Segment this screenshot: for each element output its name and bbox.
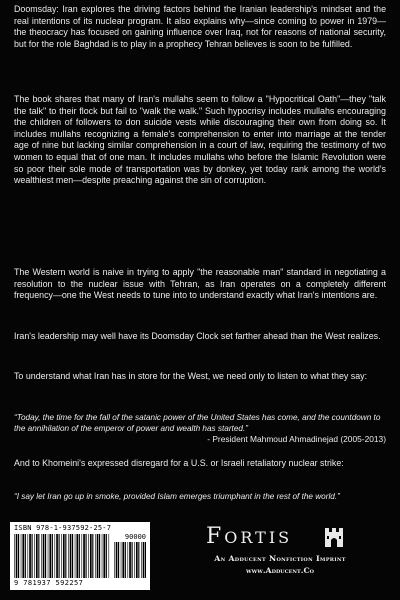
quote-attribution: - President Mahmoud Ahmadinejad (2005-2013) (207, 434, 386, 444)
price-code: 90000 (124, 533, 146, 541)
barcode-addon-bars (114, 542, 146, 578)
castle-tower-icon (322, 526, 346, 548)
description-paragraph-1: Doomsday: Iran explores the driving factors behind the Iranian leadership's mindset and the real intentions of its nuclear program. It also explains why—since coming to power in 1979—the theocracy has focused on gaining influence over Iraq, not for reasons of national security, but for the role Baghdad is to play in a prophecy Tehran believes is soon to be fulfilled. (14, 4, 386, 49)
publisher-block (190, 524, 390, 594)
isbn-barcode (10, 522, 150, 590)
logo-rest: ORTIS (224, 528, 293, 547)
publisher-logo (206, 524, 292, 549)
publisher-tagline: An Adducent Nonfiction Imprint (214, 554, 346, 563)
description-paragraph-2: The book shares that many of Iran's mullahs seem to follow a "Hypocritical Oath"—they "talk the talk" to their flock but fail to "walk the walk." Such hypocrisy includes mullahs encouraging the children of followers to don suicide vests while discouraging their own from doing so. It includes mullahs recognizing a female's comprehension to enter into marriage at the tender age of nine but lacking similar comprehension in a court of law, requiring the testimony of two women to equal that of one man. It includes mullahs who before the Islamic Revolution were so poor their sole mode of transportation was by donkey, yet today rank among the world's wealthiest men—despite preaching against the sin of corruption. (14, 94, 386, 186)
quote-ahmadinejad: “Today, the time for the fall of the satanic power of the United States has come, and the countdown to the annihilation of the emperor of power and wealth has started.” (14, 413, 381, 433)
ean-digits: 9 781937 592257 (14, 579, 84, 587)
isbn-label: ISBN 978-1-937592-25-7 (14, 524, 112, 532)
publisher-url: www.Adducent.Co (246, 566, 314, 575)
description-paragraph-4: Iran's leadership may well have its Doomsday Clock set farther ahead than the West realizes. (14, 331, 381, 341)
description-paragraph-3: The Western world is naive in trying to apply "the reasonable man" standard in negotiating a resolution to the nuclear issue with Tehran, as Iran operates on a completely different frequency—one the West needs to tune into to understand exactly what Iran's intentions are. (14, 267, 386, 301)
barcode-bars (14, 534, 110, 578)
quote-khomeini: “I say let Iran go up in smoke, provided Islam emerges triumphant in the rest of the world.” (14, 492, 340, 501)
description-paragraph-5: To understand what Iran has in store for the West, we need only to listen to what they say: (14, 371, 368, 381)
logo-first-letter: F (206, 524, 225, 549)
description-paragraph-6: And to Khomeini's expressed disregard for a U.S. or Israeli retaliatory nuclear strike: (14, 458, 344, 468)
